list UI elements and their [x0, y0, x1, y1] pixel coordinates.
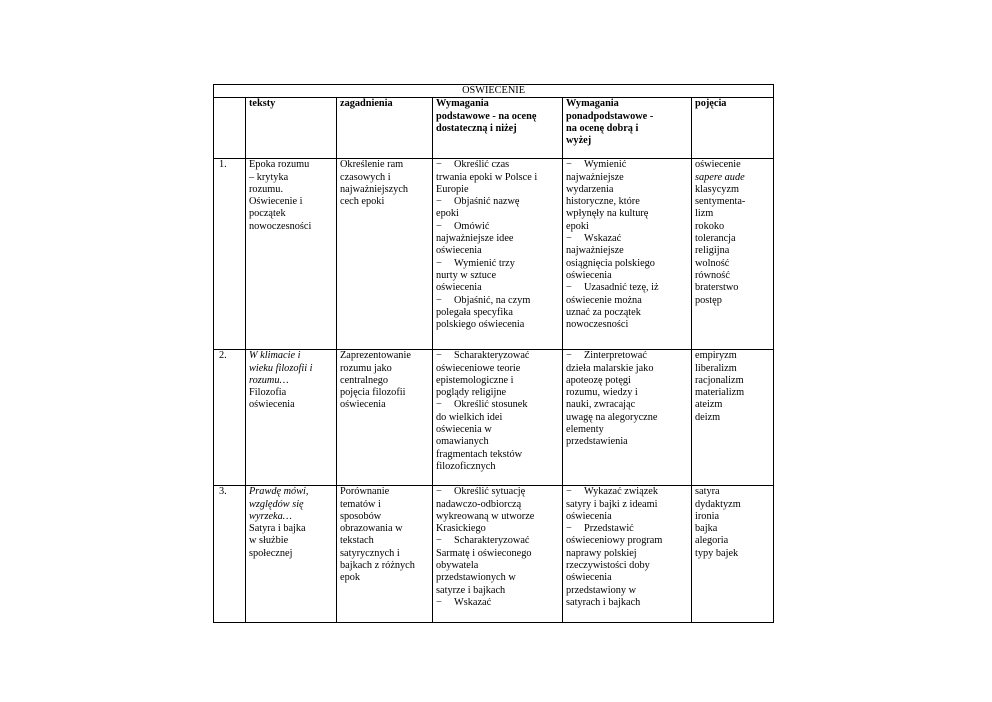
- cell-line: [566, 233, 688, 245]
- line-text: wydarzenia: [566, 183, 614, 195]
- line-text: oświecenie można: [566, 294, 642, 306]
- cell-line: [436, 221, 559, 233]
- cell-line: [436, 535, 559, 547]
- line-text: przedstawienia: [566, 436, 628, 448]
- cell-line: [566, 363, 688, 375]
- bullet-dash: −: [436, 486, 442, 498]
- cell-line: [249, 363, 333, 375]
- line-text: braterstwo: [695, 282, 739, 294]
- bullet-dash: −: [566, 282, 572, 294]
- cell-line: [566, 295, 688, 307]
- line-text: względów się: [249, 498, 304, 510]
- bullet-dash: −: [436, 159, 442, 171]
- cell-line: Określenie ram: [340, 159, 404, 171]
- line-text: Scharakteryzować: [454, 535, 530, 547]
- table-row: [214, 486, 774, 623]
- line-text: rozumu…: [249, 374, 289, 386]
- cell-line: [436, 282, 559, 294]
- row-number: 3.: [214, 486, 246, 623]
- cell-line: centralnego: [340, 374, 389, 386]
- cell-line: [566, 172, 688, 184]
- header-num: [214, 98, 246, 159]
- cell-line: [566, 548, 688, 560]
- cell-line: [436, 363, 559, 375]
- cell-line: [436, 258, 559, 270]
- cell-line: [436, 319, 559, 331]
- cell-line: [249, 184, 333, 196]
- cell-line: [566, 387, 688, 399]
- cell-line: pojęcia filozofii: [340, 387, 406, 399]
- line-text: religijna: [695, 245, 730, 257]
- cell-line: [249, 535, 333, 547]
- line-text: sapere aude: [695, 171, 745, 183]
- cell-line: oświecenia: [340, 399, 386, 411]
- cell-line: [249, 196, 333, 208]
- cell-line: [695, 208, 770, 220]
- line-text: społecznej: [249, 547, 293, 559]
- line-text: wpłynęły na kulturę: [566, 208, 649, 220]
- bullet-dash: −: [436, 535, 442, 547]
- cell-line: [436, 350, 559, 362]
- cell-line: [566, 412, 688, 424]
- row-number: 1.: [214, 159, 246, 350]
- line-text: filozoficznych: [436, 460, 496, 472]
- cell-line: [249, 208, 333, 220]
- table-row: [214, 350, 774, 486]
- line-text: tolerancja: [695, 233, 736, 245]
- cell-line: Zaprezentowanie: [340, 350, 411, 362]
- cell-wymagania-ponadpodstawowe: [563, 486, 692, 623]
- cell-line: [566, 436, 688, 448]
- cell-line: [566, 597, 688, 609]
- cell-line: [436, 486, 559, 498]
- line-text: fragmentach tekstów: [436, 448, 523, 460]
- line-text: rozumu.: [249, 183, 284, 195]
- cell-line: epok: [340, 572, 361, 584]
- cell-line: [566, 221, 688, 233]
- cell-line: [566, 159, 688, 171]
- table-title: OŚWIECENIE: [214, 85, 774, 98]
- cell-line: [436, 307, 559, 319]
- line-text: dydaktyzm: [695, 498, 741, 510]
- line-text: Określić sytuację: [454, 486, 526, 498]
- line-text: do wielkich idei: [436, 411, 503, 423]
- header-line: wyżej: [566, 135, 592, 147]
- cell-line: [695, 387, 770, 399]
- cell-line: [566, 511, 688, 523]
- line-text: racjonalizm: [695, 374, 744, 386]
- header-line: dostateczną i niżej: [436, 122, 517, 134]
- line-text: satyrze i bajkach: [436, 584, 506, 596]
- line-text: poglądy religijne: [436, 387, 507, 399]
- cell-line: [249, 523, 333, 535]
- line-text: nauki, zwracając: [566, 399, 636, 411]
- cell-line: [695, 159, 770, 171]
- header-line: Wymagania: [436, 98, 489, 110]
- cell-line: [566, 184, 688, 196]
- cell-teksty: [246, 486, 337, 623]
- cell-wymagania-podstawowe: [433, 159, 563, 350]
- cell-pojecia: [692, 350, 774, 486]
- header-row: [214, 98, 774, 159]
- line-text: najważniejsze idee: [436, 233, 514, 245]
- cell-line: tekstach: [340, 535, 374, 547]
- cell-line: [695, 233, 770, 245]
- cell-line: [566, 307, 688, 319]
- cell-line: [436, 196, 559, 208]
- cell-line: [566, 560, 688, 572]
- line-text: satyry i bajki z ideami: [566, 498, 658, 510]
- cell-line: najważniejszych: [340, 183, 409, 195]
- cell-line: [695, 486, 770, 498]
- cell-zagadnienia: [337, 159, 433, 350]
- header-line: na ocenę dobrą i: [566, 122, 639, 134]
- line-text: empiryzm: [695, 350, 737, 362]
- cell-line: [566, 572, 688, 584]
- line-text: Wymienić trzy: [454, 257, 515, 269]
- cell-line: [695, 499, 770, 511]
- line-text: Scharakteryzować: [454, 350, 530, 362]
- bullet-dash: −: [566, 159, 572, 171]
- cell-line: [695, 412, 770, 424]
- bullet-dash: −: [436, 350, 442, 362]
- line-text: dzieła malarskie jako: [566, 362, 654, 374]
- header-wymagania-ponadpodstawowe: [563, 98, 692, 159]
- header-pojecia: pojęcia: [692, 98, 774, 159]
- cell-line: sposobów: [340, 510, 382, 522]
- line-text: oświecenia: [566, 510, 612, 522]
- cell-line: [436, 461, 559, 473]
- line-text: postęp: [695, 294, 722, 306]
- line-text: ironia: [695, 510, 720, 522]
- cell-line: [695, 196, 770, 208]
- cell-line: [695, 399, 770, 411]
- cell-line: Porównanie: [340, 486, 390, 498]
- cell-line: [566, 282, 688, 294]
- cell-line: [249, 399, 333, 411]
- cell-teksty: [246, 350, 337, 486]
- line-text: początek: [249, 208, 286, 220]
- line-text: oświecenia: [436, 282, 482, 294]
- cell-line: [566, 270, 688, 282]
- cell-line: [436, 159, 559, 171]
- cell-line: [436, 585, 559, 597]
- cell-line: [436, 523, 559, 535]
- bullet-dash: −: [436, 257, 442, 269]
- header-wymagania-podstawowe: [433, 98, 563, 159]
- line-text: rokoko: [695, 220, 725, 232]
- cell-line: [566, 258, 688, 270]
- line-text: elementy: [566, 424, 604, 436]
- line-text: nadawczo-odbiorczą: [436, 498, 522, 510]
- bullet-dash: −: [566, 233, 572, 245]
- cell-zagadnienia: [337, 350, 433, 486]
- cell-line: [436, 548, 559, 560]
- line-text: przedstawiony w: [566, 584, 637, 596]
- cell-line: [695, 523, 770, 535]
- line-text: Oświecenie i: [249, 196, 303, 208]
- line-text: rzeczywistości doby: [566, 560, 650, 572]
- line-text: oświecenia: [566, 572, 612, 584]
- line-text: satyra: [695, 486, 720, 498]
- line-text: trwania epoki w Polsce i: [436, 171, 538, 183]
- cell-line: [249, 486, 333, 498]
- line-text: Epoka rozumu: [249, 159, 310, 171]
- cell-line: [249, 499, 333, 511]
- line-text: ateizm: [695, 399, 723, 411]
- header-line: podstawowe - na ocenę: [436, 110, 537, 122]
- line-text: równość: [695, 269, 730, 281]
- cell-line: [436, 436, 559, 448]
- cell-line: [436, 184, 559, 196]
- line-text: naprawy polskiej: [566, 547, 637, 559]
- cell-line: [249, 350, 333, 362]
- cell-line: [436, 597, 559, 609]
- line-text: nowoczesności: [566, 319, 629, 331]
- cell-line: [249, 159, 333, 171]
- line-text: deizm: [695, 411, 721, 423]
- cell-line: [566, 585, 688, 597]
- cell-line: [566, 399, 688, 411]
- line-text: oświecenia: [566, 269, 612, 281]
- table-row: [214, 159, 774, 350]
- bullet-dash: −: [436, 196, 442, 208]
- line-text: apoteozę potęgi: [566, 374, 631, 386]
- line-text: alegoria: [695, 535, 729, 547]
- line-text: sentymenta-: [695, 196, 746, 208]
- row-number: 2.: [214, 350, 246, 486]
- cell-line: [695, 363, 770, 375]
- cell-zagadnienia: [337, 486, 433, 623]
- cell-line: [566, 499, 688, 511]
- line-text: Określić czas: [454, 159, 510, 171]
- cell-line: [436, 572, 559, 584]
- line-text: uwagę na alegoryczne: [566, 411, 658, 423]
- line-text: Objaśnić, na czym: [454, 294, 531, 306]
- line-text: historyczne, które: [566, 196, 640, 208]
- cell-line: [436, 295, 559, 307]
- cell-line: [436, 245, 559, 257]
- cell-line: [436, 560, 559, 572]
- line-text: oświecenia w: [436, 424, 492, 436]
- cell-line: rozumu jako: [340, 362, 392, 374]
- line-text: polskiego oświecenia: [436, 319, 525, 331]
- cell-line: [436, 412, 559, 424]
- cell-line: [566, 245, 688, 257]
- line-text: Przedstawić: [584, 523, 634, 535]
- cell-line: cech epoki: [340, 196, 385, 208]
- line-text: Prawdę mówi,: [249, 486, 309, 498]
- cell-line: [695, 221, 770, 233]
- bullet-dash: −: [566, 523, 572, 535]
- line-text: Omówić: [454, 220, 490, 232]
- line-text: nurty w sztuce: [436, 269, 497, 281]
- header-line: ponadpodstawowe -: [566, 110, 654, 122]
- cell-line: [436, 511, 559, 523]
- line-text: wyrzeka…: [249, 510, 292, 522]
- line-text: Objaśnić nazwę: [454, 196, 520, 208]
- bullet-dash: −: [566, 486, 572, 498]
- cell-line: satyrycznych i: [340, 547, 400, 559]
- line-text: oświecenie: [695, 159, 741, 171]
- cell-line: [249, 221, 333, 233]
- line-text: rozumu, wiedzy i: [566, 387, 638, 399]
- cell-line: [249, 548, 333, 560]
- bullet-dash: −: [436, 294, 442, 306]
- cell-wymagania-ponadpodstawowe: [563, 350, 692, 486]
- cell-line: [436, 399, 559, 411]
- cell-line: [695, 350, 770, 362]
- cell-line: [436, 424, 559, 436]
- cell-line: [695, 535, 770, 547]
- line-text: obywatela: [436, 560, 479, 572]
- header-zagadnienia: zagadnienia: [337, 98, 433, 159]
- line-text: Wymienić: [584, 159, 627, 171]
- line-text: Wykazać związek: [584, 486, 658, 498]
- cell-line: [695, 282, 770, 294]
- cell-line: [436, 387, 559, 399]
- line-text: bajka: [695, 523, 718, 535]
- line-text: polegała specyfika: [436, 306, 513, 318]
- cell-line: [436, 375, 559, 387]
- line-text: wolność: [695, 257, 730, 269]
- cell-line: obrazowania w: [340, 523, 403, 535]
- line-text: wykreowaną w utworze: [436, 510, 535, 522]
- cell-pojecia: [692, 159, 774, 350]
- cell-line: [566, 424, 688, 436]
- cell-line: [566, 319, 688, 331]
- cell-line: [436, 233, 559, 245]
- line-text: oświecenia: [249, 399, 295, 411]
- header-line: Wymagania: [566, 98, 619, 110]
- line-text: liberalizm: [695, 362, 737, 374]
- line-text: epistemologiczne i: [436, 374, 514, 386]
- line-text: Zinterpretować: [584, 350, 647, 362]
- cell-line: [695, 245, 770, 257]
- line-text: Określić stosunek: [454, 399, 528, 411]
- cell-line: [695, 548, 770, 560]
- cell-line: [695, 511, 770, 523]
- cell-wymagania-ponadpodstawowe: [563, 159, 692, 350]
- cell-line: [249, 387, 333, 399]
- bullet-dash: −: [436, 220, 442, 232]
- line-text: wieku filozofii i: [249, 362, 313, 374]
- cell-wymagania-podstawowe: [433, 486, 563, 623]
- line-text: Krasickiego: [436, 523, 486, 535]
- cell-line: [695, 295, 770, 307]
- cell-line: [695, 270, 770, 282]
- cell-line: [566, 535, 688, 547]
- line-text: Europie: [436, 183, 469, 195]
- cell-line: [436, 449, 559, 461]
- line-text: najważniejsze: [566, 171, 624, 183]
- line-text: materializm: [695, 387, 745, 399]
- cell-line: [566, 523, 688, 535]
- line-text: Satyra i bajka: [249, 523, 306, 535]
- cell-line: tematów i: [340, 498, 381, 510]
- line-text: klasycyzm: [695, 183, 740, 195]
- bullet-dash: −: [566, 350, 572, 362]
- cell-line: [249, 375, 333, 387]
- cell-line: [249, 511, 333, 523]
- line-text: nowoczesności: [249, 220, 312, 232]
- line-text: omawianych: [436, 436, 489, 448]
- line-text: typy bajek: [695, 547, 739, 559]
- line-text: Uzasadnić tezę, iż: [584, 282, 659, 294]
- cell-line: [436, 172, 559, 184]
- cell-line: [566, 196, 688, 208]
- line-text: najważniejsze: [566, 245, 624, 257]
- bullet-dash: −: [436, 399, 442, 411]
- cell-line: [249, 172, 333, 184]
- cell-line: [436, 208, 559, 220]
- cell-line: [695, 172, 770, 184]
- line-text: przedstawionych w: [436, 572, 516, 584]
- line-text: uznać za początek: [566, 306, 641, 318]
- cell-wymagania-podstawowe: [433, 350, 563, 486]
- line-text: lizm: [695, 208, 714, 220]
- line-text: Filozofia: [249, 387, 287, 399]
- cell-line: [695, 375, 770, 387]
- line-text: epoki: [436, 208, 459, 220]
- line-text: oświecenia: [436, 245, 482, 257]
- line-text: osiągnięcia polskiego: [566, 257, 655, 269]
- cell-line: [566, 486, 688, 498]
- cell-line: [695, 184, 770, 196]
- line-text: W klimacie i: [249, 350, 301, 362]
- header-teksty: teksty: [246, 98, 337, 159]
- line-text: Sarmatę i oświeconego: [436, 547, 532, 559]
- cell-line: [566, 350, 688, 362]
- bullet-dash: −: [436, 596, 442, 608]
- cell-line: [436, 270, 559, 282]
- line-text: epoki: [566, 220, 589, 232]
- line-text: oświeceniowe teorie: [436, 362, 521, 374]
- line-text: oświeceniowy program: [566, 535, 663, 547]
- cell-line: [695, 258, 770, 270]
- line-text: Wskazać: [454, 596, 492, 608]
- cell-teksty: [246, 159, 337, 350]
- cell-line: [566, 208, 688, 220]
- cell-line: [436, 499, 559, 511]
- line-text: satyrach i bajkach: [566, 596, 641, 608]
- line-text: – krytyka: [249, 171, 289, 183]
- curriculum-table: [213, 84, 774, 623]
- line-text: Wskazać: [584, 233, 622, 245]
- line-text: w służbie: [249, 535, 289, 547]
- cell-line: [566, 375, 688, 387]
- cell-pojecia: [692, 486, 774, 623]
- cell-line: bajkach z różnych: [340, 560, 415, 572]
- cell-line: czasowych i: [340, 171, 391, 183]
